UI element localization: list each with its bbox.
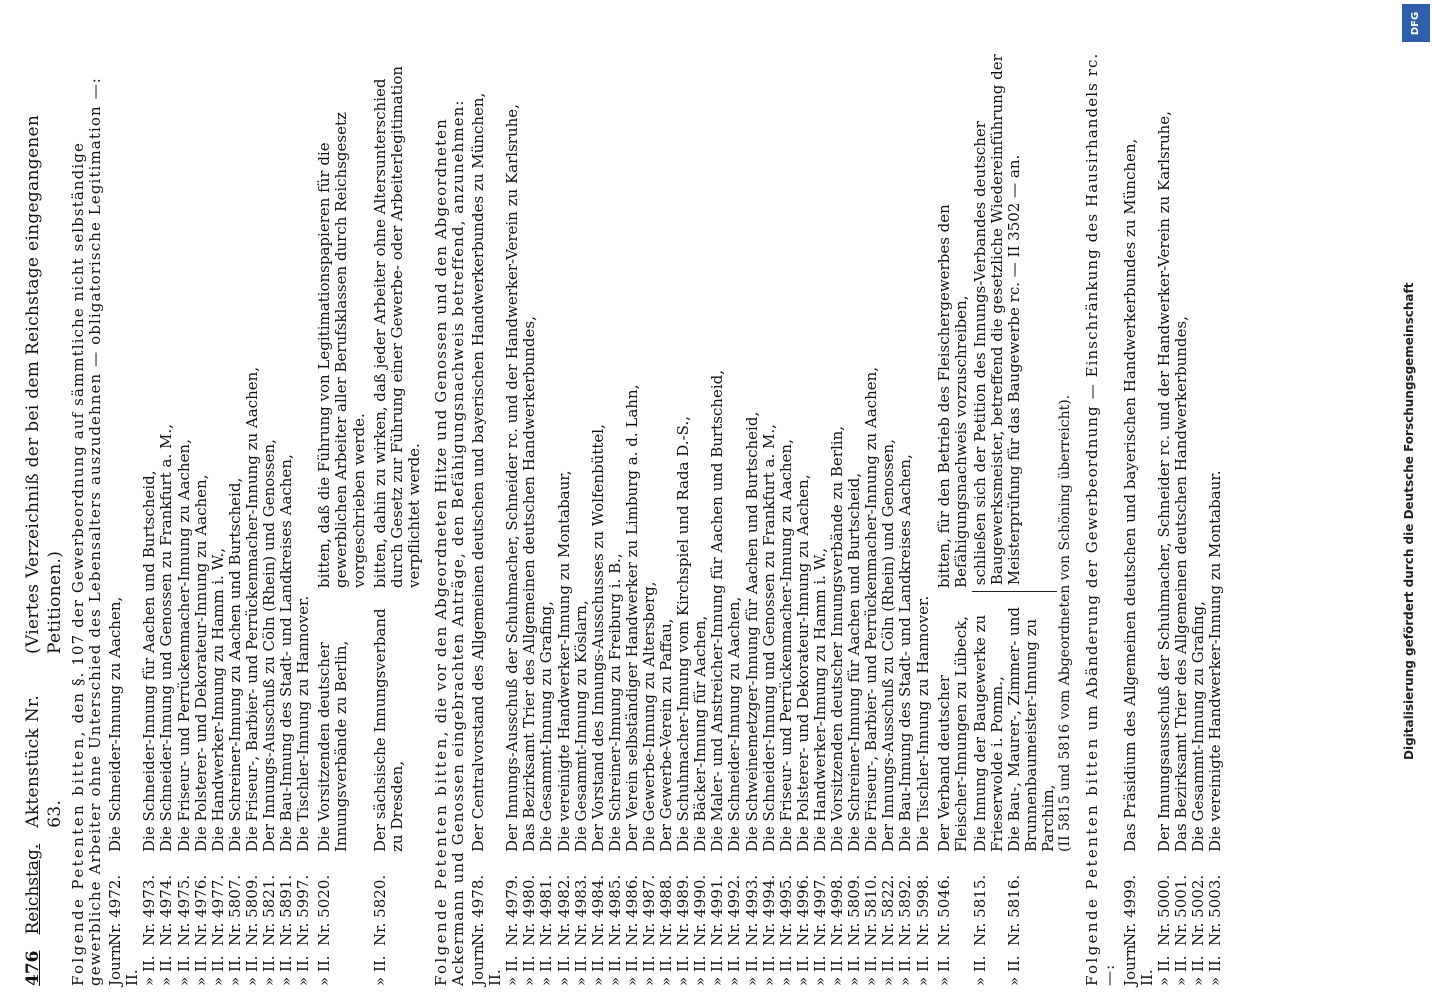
petition-entry	[726, 40, 743, 986]
petition-number: Nr. 5892.	[896, 874, 915, 946]
petitioner-name: Der Verband deutscher Fleischer-Innungen zu Lübeck,	[934, 616, 970, 852]
petition-entry	[372, 602, 406, 986]
petition-number: Nr. 4983.	[571, 874, 590, 946]
journal-category: » II.	[537, 955, 556, 986]
journal-category: » II.	[934, 955, 953, 986]
petition-number: Nr. 5821.	[260, 874, 279, 946]
petition-number: Nr. 5820.	[370, 874, 389, 946]
petitioner-name: Die Schneider-Innung für Aachen und Burtscheid,	[140, 470, 159, 852]
petition-number: Nr. 4985.	[605, 874, 624, 946]
petition-entry	[658, 40, 675, 986]
petition-entry	[504, 40, 521, 986]
petition-entry	[936, 602, 970, 986]
petitioner-name: Das Präsidium des Allgemeinen deutschen und bayerischen Handwerkerbundes zu München,	[1120, 138, 1139, 852]
petition-entry	[521, 40, 538, 986]
petition-number: Nr. 4980.	[520, 874, 539, 946]
petitioner-name: Der sächsische Innungsverband zu Dresden,	[370, 608, 406, 852]
petitioner-name: Die Gesammt-Innung zu Köslarn,	[571, 600, 590, 852]
petition-entry	[227, 40, 244, 986]
petitioner-name: Die Friseur- und Perrückenmacher-Innung zu Aachen,	[174, 439, 193, 852]
journal-category: » II.	[1004, 955, 1023, 986]
petition-number: Nr. 4993.	[742, 874, 761, 946]
petition-entry	[812, 40, 829, 986]
petition-entry	[880, 40, 897, 986]
journal-category: » II.	[674, 955, 693, 986]
journal-category: » II.	[554, 955, 573, 986]
petitioner-name: Die Friseur-, Barbier- und Perrückenmacher-Innung zu Aachen,	[862, 366, 881, 852]
journal-category: » II.	[793, 955, 812, 986]
petition-number: Nr. 5997.	[294, 874, 313, 946]
petitioner-name: Der Innungs-Ausschuß der Schuhmacher, Schneider rc. und der Handwerker-Verein zu Karlsruhe,	[503, 104, 522, 852]
petition-number: Nr. 4981.	[537, 874, 556, 946]
journal-category: » II.	[503, 955, 522, 986]
petitioner-name: Die Polsterer- und Dekorateur-Innung zu Aachen,	[793, 474, 812, 852]
journal-category: » II.	[1154, 955, 1173, 986]
petition-entry	[795, 40, 812, 986]
petitioner-name: Die Friseur-, Barbier- und Perrückenmacher-Innung zu Aachen,	[242, 366, 261, 852]
petition-sections	[70, 40, 1224, 986]
petitioner-name: Der Centralvorstand des Allgemeinen deutschen und bayerischen Handwerkerbundes zu München,	[469, 92, 488, 852]
petition-number: Nr. 5891.	[277, 874, 296, 946]
petitioner-name: Die Bau-Innung des Stadt- und Landkreises Aachen,	[277, 454, 296, 852]
petition-number: Nr. 5001.	[1171, 874, 1190, 946]
petition-number: Nr. 5822.	[879, 874, 898, 946]
journal-category: » II.	[277, 955, 296, 986]
petitioner-name: Die Schuhmacher-Innung vom Kirchspiel und Rada D.-S.,	[674, 416, 693, 852]
journal-category: Journ. II.	[1120, 939, 1156, 986]
petitioner-name: Die Tischler-Innung zu Hannover.	[294, 595, 313, 852]
section-intro-text: die vor den Abgeordneten Hitze und Genossen und den Abgeordneten Ackermann und Genossen eingebrachten Anträge, den Befähigungsnachweis betreffend, anzunehmen:	[431, 99, 467, 986]
petition-request: bitten, daß die Führung von Legitimationspapieren für die gewerblichen Arbeiter aller Berufsklassen durch Reichsgesetz vorgeschrieben werde.	[315, 112, 368, 588]
petition-number: Nr. 4982.	[554, 874, 573, 946]
petition-number: Nr. 4990.	[691, 874, 710, 946]
brace-petition-group	[972, 40, 1057, 986]
petition-group	[936, 40, 970, 986]
petitioner-name: Die Handwerker-Innung zu Hamm i. W.,	[208, 547, 227, 852]
journal-category: » II.	[845, 955, 864, 986]
petitioner-name: Das Bezirksamt Trier des Allgemeinen deutschen Handwerkerbundes,	[1171, 316, 1190, 852]
section-intro	[433, 40, 467, 986]
journal-category: » II.	[191, 955, 210, 986]
page-header	[22, 40, 66, 986]
section-intro	[1084, 40, 1118, 986]
petition-number: Nr. 4984.	[588, 874, 607, 946]
journal-category: » II.	[520, 955, 539, 986]
petition-entry	[897, 40, 914, 986]
petition-request: schließen sich der Petition des Innungs-Verbandes deutscher Baugewerksmeister, betreffend die gesetzliche Wiedereinführung der Meisterprüfung für das Baugewerbe rc. — II 3502 — an.	[970, 54, 1023, 586]
petition-number: Nr. 4998.	[828, 874, 847, 946]
petition-entry	[590, 40, 607, 986]
journal-category: » II.	[588, 955, 607, 986]
petitioner-name: Der Gewerbe-Verein zu Paffau,	[657, 618, 676, 852]
section-intro-text: um Abänderung der Gewerbeordnung — Einschränkung des Hausirhandels rc. —:	[1083, 52, 1119, 986]
petitioner-name: Die Tischler-Innung zu Hannover.	[913, 595, 932, 852]
digitization-credit-strip	[1402, 0, 1432, 1000]
journal-category: » II.	[140, 955, 159, 986]
petitioner-name: Die Bäcker-Innung für Aachen,	[691, 615, 710, 852]
petition-entry	[244, 40, 261, 986]
petition-entry	[624, 40, 641, 986]
dfg-credit-text: Digitalisierung gefördert durch die Deutsche Forschungsgemeinschaft	[1402, 282, 1416, 760]
journal-category: » II.	[571, 955, 590, 986]
petition-entry	[915, 40, 932, 986]
petitioner-name: Die Handwerker-Innung zu Hamm i. W.,	[810, 547, 829, 852]
petition-number: Nr. 5816.	[1004, 874, 1023, 946]
dfg-logo: DFG	[1402, 4, 1430, 42]
brace-mark	[972, 591, 1057, 596]
journal-category: » II.	[896, 955, 915, 986]
petition-entry	[278, 40, 295, 986]
petitioner-name: Der Verein selbständiger Handwerker zu Limburg a. d. Lahn,	[622, 384, 641, 852]
petitioner-name: Der Innungsausschuß der Schuhmacher, Schneider rc. und der Handwerker-Verein zu Karlsruhe,	[1154, 111, 1173, 852]
petition-entry	[316, 602, 350, 986]
journal-category: » II.	[725, 955, 744, 986]
petition-entry	[607, 40, 624, 986]
petition-entry	[641, 40, 658, 986]
petition-number: Nr. 5003.	[1206, 874, 1224, 946]
petition-entry	[1006, 602, 1057, 986]
petitioner-name: Die Schneider-Innung und Genossen zu Frankfurt a. M.,	[759, 424, 778, 852]
petitioner-name: Die Bau-, Maurer-, Zimmer- und Brunnenbaumeister-Innung zu Parchim,	[1004, 607, 1058, 852]
section-intro-lead: Folgende Petenten bitten,	[69, 729, 87, 986]
petition-entry	[1173, 40, 1190, 986]
petition-entry	[863, 40, 880, 986]
petition-request: bitten, dahin zu wirken, daß jeder Arbeiter ohne Altersunterschied durch Gesetz zur Führung einer Gewerbe- oder Arbeiterlegitimation verpflichtet werde.	[370, 65, 423, 588]
petitioner-name: Die Bau-Innung des Stadt- und Landkreises Aachen,	[896, 454, 915, 852]
petitioner-name: Die vereinigte Handwerker-Innung zu Montabaur.	[1206, 470, 1224, 852]
page-number: 476	[23, 950, 43, 986]
journal-category: » II.	[370, 955, 389, 986]
petition-section	[1084, 40, 1224, 986]
petition-number: Nr. 4973.	[140, 874, 159, 946]
journal-category: » II.	[242, 955, 261, 986]
petition-group-left	[372, 588, 423, 986]
petition-group-left	[316, 588, 367, 986]
petition-group-left	[936, 588, 970, 986]
section-intro-lead: Folgende Petenten bitten	[1083, 736, 1102, 986]
petition-entry	[1207, 40, 1224, 986]
section-intro-lead: Folgende Petenten bitten,	[431, 729, 450, 986]
petition-number: Nr. 5020.	[315, 874, 334, 946]
petition-number: Nr. 5809.	[845, 874, 864, 946]
petitioner-name: Die Schreiner-Innung zu Freiburg i. B.,	[605, 553, 624, 852]
journal-category: » II.	[1188, 955, 1207, 986]
journal-category: » II.	[879, 955, 898, 986]
petitioner-name: Die Maler- und Anstreicher-Innung für Aachen und Burtscheid,	[708, 370, 727, 852]
petition-entry	[744, 40, 761, 986]
journal-category: » II.	[776, 955, 795, 986]
petition-group	[316, 40, 367, 986]
petition-number: Nr. 4986.	[622, 874, 641, 946]
journal-category: » II.	[828, 955, 847, 986]
journal-category: » II.	[913, 955, 932, 986]
journal-category: » II.	[315, 955, 334, 986]
petition-number: Nr. 5815.	[970, 874, 989, 946]
journal-category: » II.	[970, 955, 989, 986]
petition-entry	[675, 40, 692, 986]
petition-number: Nr. 5810.	[862, 874, 881, 946]
petitioner-name: Die Schneider-Innung und Genossen zu Frankfurt a. M.,	[157, 424, 176, 852]
petition-entry	[295, 40, 312, 986]
petition-number: Nr. 4994.	[759, 874, 778, 946]
petitioner-name: Die Vorsitzenden deutscher Innungsverbände zu Berlin,	[828, 425, 847, 852]
petition-entry	[470, 40, 504, 986]
petition-entry	[573, 40, 590, 986]
petitioner-name: Die Gewerbe-Innung zu Altersberg,	[640, 581, 658, 852]
petition-number: Nr. 4992.	[725, 874, 744, 946]
journal-category: » II.	[225, 955, 244, 986]
petition-number: Nr. 4979.	[503, 874, 522, 946]
petition-entry	[1190, 40, 1207, 986]
document-title: Aktenstück Nr. 63.	[23, 694, 65, 828]
petition-number: Nr. 5807.	[225, 874, 244, 946]
journal-category: » II.	[691, 955, 710, 986]
petition-number: Nr. 4989.	[674, 874, 693, 946]
section-intro	[70, 40, 104, 986]
petitioner-name: Die Schneider-Innung zu Aachen,	[725, 596, 744, 852]
petition-number: Nr. 4976.	[191, 874, 210, 946]
petition-number: Nr. 4974.	[157, 874, 176, 946]
petition-entry	[761, 40, 778, 986]
petition-number: Nr. 4999.	[1120, 874, 1139, 946]
journal-category: » II.	[174, 955, 193, 986]
petitioner-name: Der Vorstand des Innungs-Ausschusses zu Wolfenbüttel,	[588, 424, 607, 852]
petitioner-name: Der Innungs-Ausschuß zu Cöln (Rhein) und Genossen,	[879, 439, 898, 852]
petitioner-name: Das Bezirksamt Trier des Allgemeinen deutschen Handwerkerbundes,	[520, 316, 539, 852]
journal-category: » II.	[622, 955, 641, 986]
petitioner-name: Die Gesammt-Innung zu Grafing,	[1188, 601, 1207, 852]
petition-number: Nr. 4997.	[810, 874, 829, 946]
petition-entry	[778, 40, 795, 986]
submission-note: (II 5815 und 5816 vom Abgeordneten von Schöning überreicht).	[1057, 394, 1074, 852]
petition-entry	[692, 40, 709, 986]
journal-category: » II.	[157, 955, 176, 986]
petition-entry	[556, 40, 573, 986]
petitioner-name: Die Schreiner-Innung zu Aachen und Burtscheid,	[225, 477, 244, 852]
petition-entry	[709, 40, 726, 986]
petition-number: Nr. 5002.	[1188, 874, 1207, 946]
petition-entry	[1156, 40, 1173, 986]
journal-category: » II.	[862, 955, 881, 986]
petition-number: Nr. 4987.	[640, 874, 658, 946]
document-subtitle: (Viertes Verzeichniß der bei dem Reichstage eingegangenen Petitionen.)	[23, 114, 65, 654]
petition-section	[70, 40, 423, 986]
journal-category: » II.	[810, 955, 829, 986]
petition-section	[433, 40, 1074, 986]
petitioner-name: Die Polsterer- und Dekorateur-Innung zu Aachen,	[191, 474, 210, 852]
petition-entry	[538, 40, 555, 986]
petition-entry	[1122, 40, 1156, 986]
journal-category: » II.	[742, 955, 761, 986]
petitioner-name: Der Innungs-Ausschuß zu Cöln (Rhein) und Genossen,	[260, 439, 279, 852]
petition-group	[372, 40, 423, 986]
journal-category: » II.	[294, 955, 313, 986]
brace-petitioners	[972, 602, 1057, 986]
petition-entry	[210, 40, 227, 986]
petitioner-name: Die Friseur- und Perrückenmacher-Innung zu Aachen,	[776, 439, 795, 852]
petitioner-name: Die Vorsitzenden deutscher Innungsverbände zu Berlin,	[315, 640, 351, 852]
journal-category: » II.	[1206, 955, 1224, 986]
petitioner-name: Die Schweinemetzger-Innung für Aachen und Burtscheid,	[742, 411, 761, 852]
petition-number: Nr. 4995.	[776, 874, 795, 946]
journal-name: Reichstag.	[23, 843, 43, 935]
petition-number: Nr. 4996.	[793, 874, 812, 946]
petition-number: Nr. 5046.	[934, 874, 953, 946]
journal-category: » II.	[657, 955, 676, 986]
journal-category: » II.	[260, 955, 279, 986]
petition-request: bitten, für den Betrieb des Fleischergewerbes den Befähigungsnachweis vorzuschreiben,	[934, 204, 970, 588]
petition-entry	[261, 40, 278, 986]
petition-number: Nr. 5998.	[913, 874, 932, 946]
petition-entry	[193, 40, 210, 986]
journal-category: Journ. II.	[469, 939, 505, 986]
petition-entry	[829, 40, 846, 986]
petitioner-name: Die vereinigte Handwerker-Innung zu Montabaur,	[554, 470, 573, 852]
petitioner-name: Die Innung der Baugewerke zu Frieserwolde i. Pomm.,	[970, 614, 1006, 852]
petition-entry	[176, 40, 193, 986]
petition-number: Nr. 4972.	[106, 874, 125, 946]
journal-category: » II.	[208, 955, 227, 986]
petition-entry	[141, 40, 158, 986]
journal-category: » II.	[1171, 955, 1190, 986]
journal-category: Journ. II.	[106, 939, 142, 986]
petition-number: Nr. 4978.	[469, 874, 488, 946]
petition-entry	[158, 40, 175, 986]
petition-number: Nr. 5809.	[242, 874, 261, 946]
journal-category: » II.	[605, 955, 624, 986]
section-intro-text: den §. 107 der Gewerbeordnung auf sämmtliche nicht selbständige gewerbliche Arbeiter ohne Unterschied des Lebensalters auszudehnen — obligatorische Legitimation —:	[69, 77, 105, 986]
petition-number: Nr. 4991.	[708, 874, 727, 946]
journal-category: » II.	[759, 955, 778, 986]
petition-number: Nr. 5000.	[1154, 874, 1173, 946]
journal-category: » II.	[708, 955, 727, 986]
petitioner-name: Die Schneider-Innung zu Aachen,	[106, 596, 125, 852]
petition-number: Nr. 4988.	[657, 874, 676, 946]
petitioner-name: Die Schreiner-Innung für Aachen und Burtscheid,	[845, 472, 864, 852]
journal-category: » II.	[640, 955, 658, 986]
petition-number: Nr. 4975.	[174, 874, 193, 946]
petition-entry	[107, 40, 141, 986]
petition-entry	[972, 602, 1006, 986]
petition-entry	[846, 40, 863, 986]
petitioner-name: Die Gesammt-Innung zu Grafing,	[537, 601, 556, 852]
petition-number: Nr. 4977.	[208, 874, 227, 946]
